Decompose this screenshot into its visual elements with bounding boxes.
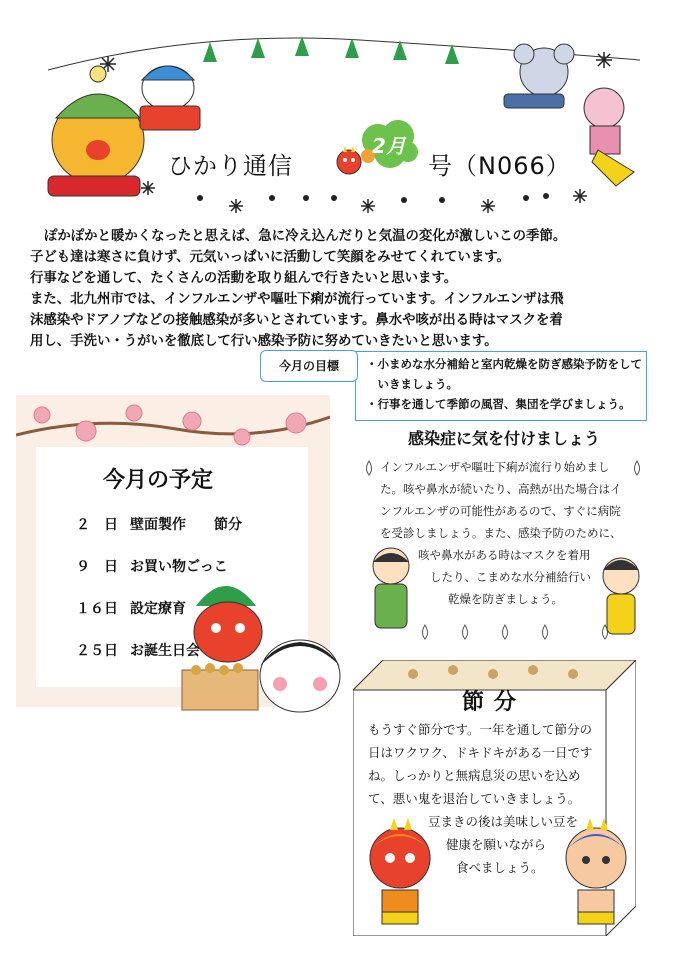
intro-line: また、北九州市では、インフルエンザや嘔吐下痢が流行っています。インフルエンザは飛: [30, 292, 564, 307]
setsubun-line: もうすぐ節分です。一年を通して節分の: [368, 722, 593, 737]
infection-line: を受診しましょう。また、感染予防のために、: [380, 526, 622, 540]
schedule-event: 壁面製作 節分: [130, 517, 242, 533]
schedule-event: お誕生日会: [130, 643, 200, 659]
infection-line: た。咳や鼻水が続いたり、高熱が出た場合はイ: [380, 482, 622, 496]
schedule-day: ２ 日: [76, 517, 118, 533]
schedule-day: ９ 日: [76, 559, 118, 575]
monthly-goal-label: 今月の目標: [260, 350, 358, 382]
schedule-event: お買い物ごっこ: [130, 559, 228, 575]
intro-line: 行事などを通して、たくさんの活動を取り組んで行きたいと思います。: [30, 271, 458, 286]
setsubun-line: 健康を願いながら: [446, 837, 547, 852]
infection-title: 感染症に気を付けましょう: [408, 429, 601, 448]
schedule-row: [60, 598, 186, 618]
schedule-row: [60, 514, 242, 534]
plum-blossom-branch-icon: [16, 395, 330, 455]
setsubun-line: 日はワクワク、ドキドキがある一日です: [368, 745, 593, 760]
newsletter-title: [168, 146, 293, 181]
monthly-goal-box: [355, 351, 647, 421]
schedule-event: 設定療育: [130, 601, 186, 617]
goal-item: ・行事を通して季節の風習、集団を学びましょう。: [366, 397, 631, 411]
intro-paragraph: [30, 226, 650, 352]
schedule-day: １６日: [76, 601, 118, 617]
bear-sled-illustration: [48, 66, 144, 196]
infection-line: したり、こまめな水分補給行い: [430, 570, 591, 584]
intro-line: ぽかぽかと暖かくなったと思えば、急に冷え込んだりと気温の変化が激しいこの季節。: [44, 229, 567, 244]
infection-line: 乾燥を防ぎましょう。: [448, 592, 563, 606]
coughing-children-illustration: [355, 540, 655, 640]
setsubun-line: ね。しっかりと無病息災の思いを込め: [368, 768, 581, 783]
red-oni-illustration: [356, 818, 446, 938]
setsubun-line: て、悪い鬼を退治していきましょう。: [368, 791, 581, 806]
setsubun-line: 豆まきの後は美味しい豆を: [428, 814, 579, 829]
header-decoration: [0, 0, 673, 230]
rabbit-illustration: [140, 66, 200, 130]
intro-line: 用し、手洗い・うがいを徹底して行い感染予防に努めていきたいと思います。: [30, 334, 498, 349]
goal-item: ・小まめな水分補給と室内乾燥を防ぎ感染予防をして: [366, 357, 642, 371]
setsubun-title: 節分: [462, 690, 527, 715]
infection-line: ンフルエンザの可能性があるので、すぐに病院: [380, 504, 621, 518]
setsubun-line: 食べましょう。: [456, 860, 544, 875]
blue-oni-illustration: [552, 818, 642, 938]
oni-mascot-icon: [334, 146, 364, 180]
infection-line: インフルエンザや嘔吐下痢が流行り始めまし: [380, 460, 610, 474]
oni-beans-illustration: [176, 566, 346, 716]
infection-line: 咳や鼻水がある時はマスクを着用: [418, 548, 591, 562]
intro-line: 沫感染やドアノブなどの接触感染が多いとされています。鼻水や咳が出る時はマスクを着: [30, 313, 563, 328]
goal-item: いきましょう。: [366, 377, 458, 391]
month-badge-label: 2月: [372, 134, 406, 158]
fir-tree-garland: [203, 36, 459, 64]
schedule-day: ２５日: [76, 643, 118, 659]
intro-line: 子ども達は寒さに負けず、元気いっぱいに活動して笑顔をみせてくれています。: [30, 250, 510, 265]
title-right: 号（N066）: [428, 152, 571, 180]
title-left: ひかり通信: [168, 152, 293, 180]
schedule-title: 今月の予定: [103, 468, 214, 493]
